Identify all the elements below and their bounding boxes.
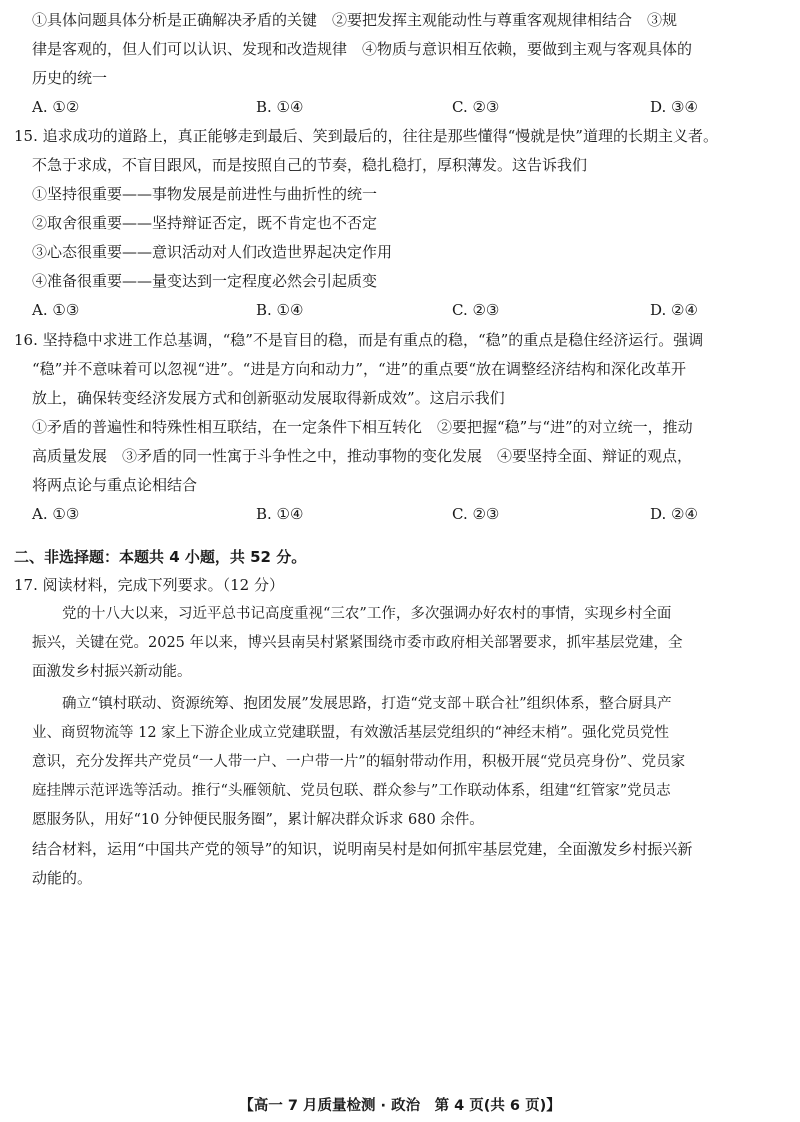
q15-option-d: D. ②④: [650, 301, 698, 319]
q17-material-line-1: 党的十八大以来，习近平总书记高度重视“三农”工作，多次强调办好农村的事情，实现乡村全面: [62, 606, 672, 622]
q16-stem-line-2: “稳”并不意味着可以忽视“进”。“进是方向和动力”，“进”的重点要“放在调整经济结构和深化改革开: [32, 360, 687, 378]
q14-options: [32, 93, 792, 121]
q16-stem-line-3: 放上，确保转变经济发展方式和创新驱动发展取得新成效”。这启示我们: [32, 389, 505, 407]
q14-option-d: D. ③④: [650, 98, 698, 116]
q17-material-line-2: 振兴，关键在党。2025 年以来，博兴县南吴村紧紧围绕市委市政府相关部署要求，抓牢基层党建，全: [32, 635, 683, 651]
q15-statement-2: ②取舍很重要——坚持辩证否定，既不肯定也不否定: [32, 214, 378, 232]
q16-option-d: D. ②④: [650, 505, 698, 523]
q15-options: [32, 296, 792, 324]
q17-question-line-2: 动能的。: [32, 869, 93, 887]
q16-option-c: C. ②③: [452, 505, 500, 523]
page-footer: 【高一 7 月质量检测 · 政治 第 4 页(共 6 页)】: [239, 1098, 561, 1114]
q17-material-line-5: 业、商贸物流等 12 家上下游企业成立党建联盟，有效激活基层党组织的“神经末梢”。强化党员党性: [32, 725, 669, 741]
q17-material-line-8: 愿服务队，用好“10 分钟便民服务圈”，累计解决群众诉求 680 余件。: [32, 812, 484, 828]
section-title: 二、非选择题：本题共 4 小题，共 52 分。: [14, 548, 307, 566]
q17-prompt: 17. 阅读材料，完成下列要求。（12 分）: [14, 576, 284, 594]
q16-statements-line-1: ①矛盾的普遍性和特殊性相互联结，在一定条件下相互转化 ②要把握“稳”与“进”的对立统一，推动: [32, 418, 693, 436]
q16-options: [32, 500, 792, 528]
q17-material-line-7: 庭挂牌示范评选等活动。推行“头雁领航、党员包联、群众参与”工作联动体系，组建“红管家”党员志: [32, 783, 671, 799]
q16-statements-line-3: 将两点论与重点论相结合: [32, 476, 198, 494]
q15-stem-line-2: 不急于求成，不盲目跟风，而是按照自己的节奏，稳扎稳打，厚积薄发。这告诉我们: [32, 156, 588, 174]
q15-statement-4: ④准备很重要——量变达到一定程度必然会引起质变: [32, 272, 378, 290]
q17-material-line-3: 面激发乡村振兴新动能。: [32, 664, 192, 680]
q16-option-a: A. ①③: [32, 505, 80, 523]
q14-line-2: 律是客观的，但人们可以认识、发现和改造规律 ④物质与意识相互依赖，要做到主观与客观具体的: [32, 40, 693, 58]
q16-statements-line-2: 高质量发展 ③矛盾的同一性寓于斗争性之中，推动事物的变化发展 ④要坚持全面、辩证的观点，: [32, 447, 693, 465]
q15-option-c: C. ②③: [452, 301, 500, 319]
q15-option-a: A. ①③: [32, 301, 80, 319]
q15-statement-1: ①坚持很重要——事物发展是前进性与曲折性的统一: [32, 185, 378, 203]
q17-question-line-1: 结合材料，运用“中国共产党的领导”的知识，说明南吴村是如何抓牢基层党建，全面激发乡村振兴新: [32, 840, 693, 858]
q14-option-a: A. ①②: [32, 98, 80, 116]
q17-material-line-6: 意识，充分发挥共产党员“一人带一户、一户带一片”的辐射带动作用，积极开展“党员亮身份”、党员家: [32, 754, 686, 770]
q14-option-c: C. ②③: [452, 98, 500, 116]
q17-material-line-4: 确立“镇村联动、资源统筹、抱团发展”发展思路，打造“党支部＋联合社”组织体系，整合厨具产: [62, 696, 672, 712]
q14-option-b: B. ①④: [256, 98, 304, 116]
q15-stem-line-1: 15. 追求成功的道路上，真正能够走到最后、笑到最后的，往往是那些懂得“慢就是快”道理的长期主义者。: [14, 127, 718, 145]
q16-option-b: B. ①④: [256, 505, 304, 523]
q15-option-b: B. ①④: [256, 301, 304, 319]
q15-statement-3: ③心态很重要——意识活动对人们改造世界起决定作用: [32, 243, 393, 261]
q14-line-1: ①具体问题具体分析是正确解决矛盾的关键 ②要把发挥主观能动性与尊重客观规律相结合 ③规: [32, 11, 678, 29]
q16-stem-line-1: 16. 坚持稳中求进工作总基调，“稳”不是盲目的稳，而是有重点的稳，“稳”的重点是稳住经济运行。强调: [14, 331, 704, 349]
q14-line-3: 历史的统一: [32, 69, 108, 87]
